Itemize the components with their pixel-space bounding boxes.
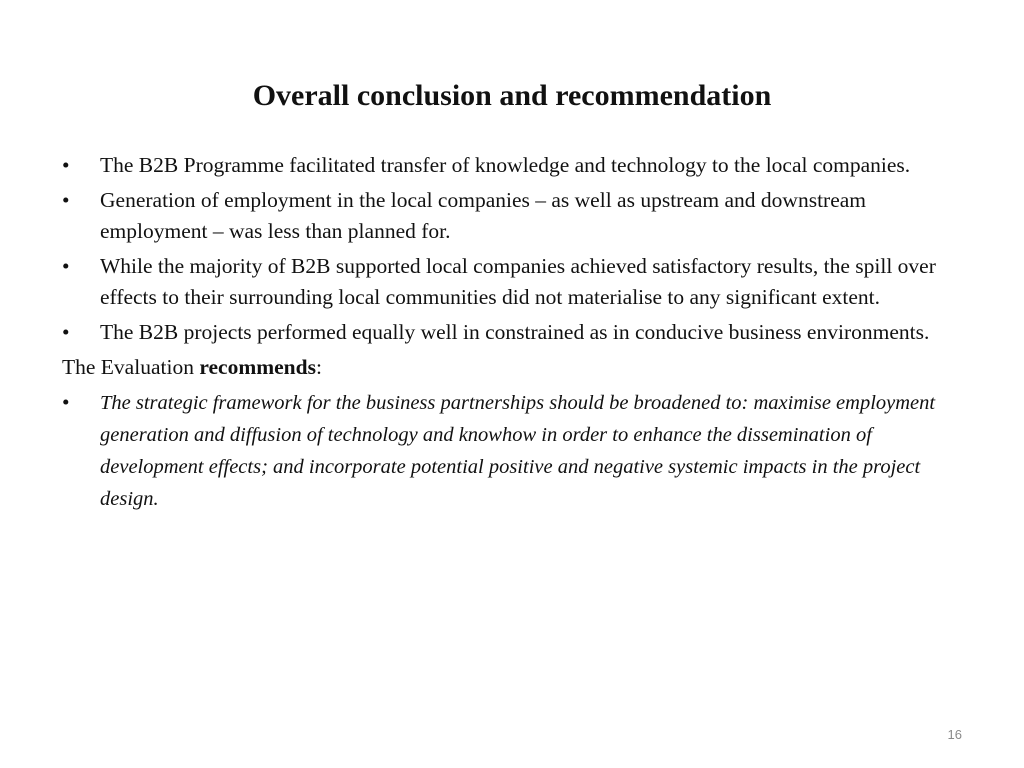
recommendation-colon: : — [315, 355, 322, 379]
bullet-text: The B2B projects performed equally well in constrained as in conducive business environments. — [100, 320, 930, 344]
slide-title: Overall conclusion and recommendation — [252, 79, 772, 112]
recommendation-bullet — [62, 387, 967, 515]
conclusion-bullet — [62, 185, 967, 247]
conclusion-bullet — [62, 150, 967, 181]
recommendation-keyword: recommends — [199, 355, 316, 379]
slide-body — [62, 150, 967, 519]
conclusion-bullet — [62, 251, 967, 313]
recommendation-prefix: The Evaluation — [62, 355, 200, 379]
bullet-marker: • — [62, 254, 70, 278]
bullet-marker: • — [62, 390, 70, 414]
bullet-marker: • — [62, 153, 70, 177]
bullet-text: While the majority of B2B supported local companies achieved satisfactory results, the spill over effects to their surrounding local communities did not materialise to any significant extent. — [100, 254, 936, 309]
bullet-marker: • — [62, 320, 70, 344]
page-number: 16 — [947, 727, 962, 742]
bullet-text: The B2B Programme facilitated transfer of knowledge and technology to the local companies. — [100, 153, 911, 177]
bullet-marker: • — [62, 188, 70, 212]
recommendation-text: The strategic framework for the business partnerships should be broadened to: maximise employment generation and diffusion of technology and knowhow in order to enhance the dissemination of development effects; and incorporate potential positive and negative systemic impacts in the project design. — [100, 392, 936, 510]
recommendation-intro — [62, 352, 967, 383]
conclusion-bullet — [62, 317, 967, 348]
bullet-text: Generation of employment in the local companies – as well as upstream and downstream employment – was less than planned for. — [100, 188, 867, 243]
